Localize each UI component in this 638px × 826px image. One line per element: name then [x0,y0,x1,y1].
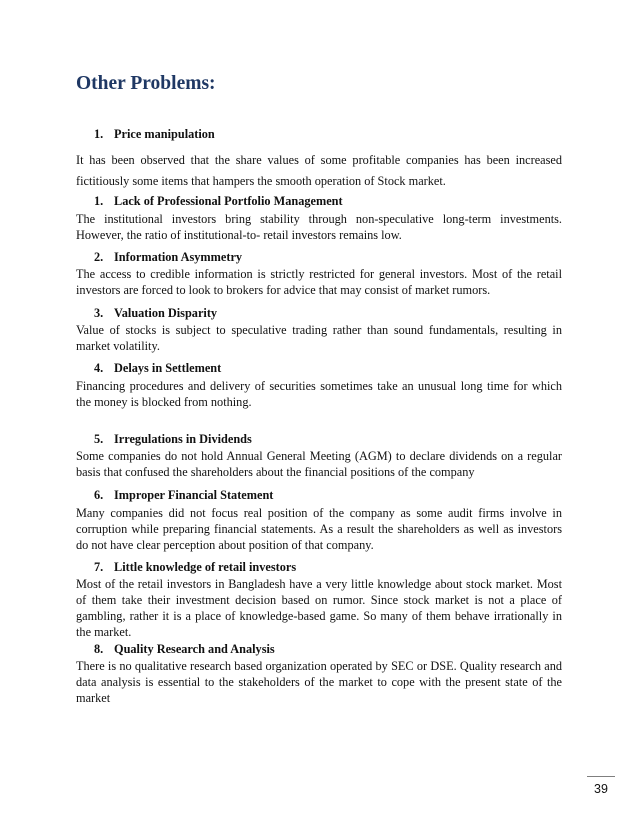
heading-text: Lack of Professional Portfolio Management [114,194,343,208]
problem-heading-irregulations-in-dividends [94,432,252,447]
page-number: 39 [594,782,608,796]
page-number-rule [587,776,615,777]
problem-heading-delays-in-settlement [94,361,221,376]
heading-text: Irregulations in Dividends [114,432,252,446]
heading-text: Little knowledge of retail investors [114,560,297,574]
item-number: 4. [94,361,104,375]
problem-text-irregulations-in-dividends: Some companies do not hold Annual General Meeting (AGM) to declare dividends on a regular basis that confused the shareholders about the financial positions of the company [76,449,562,479]
problem-text-improper-financial-statement: Many companies did not focus real position of the company as some audit firms involve in corruption while preparing financial statements. As a result the shareholders as well as investors do not have clear perception about position of that company. [76,506,562,552]
problem-text-valuation-disparity: Value of stocks is subject to speculative trading rather than sound fundamentals, resulting in market volatility. [76,323,562,353]
item-number: 3. [94,306,104,320]
problem-heading-price-manipulation [94,127,215,142]
heading-text: Delays in Settlement [114,361,222,375]
heading-text: Information Asymmetry [114,250,243,264]
problem-heading-portfolio-management [94,194,343,209]
problem-text-information-asymmetry: The access to credible information is strictly restricted for general investors. Most of the retail investors are forced to look to brokers for advice that may consist of market rumors. [76,267,562,297]
heading-text: Improper Financial Statement [114,488,274,502]
item-number: 1. [94,127,104,141]
item-number: 2. [94,250,104,264]
problem-text-little-knowledge: Most of the retail investors in Bangladesh have a very little knowledge about stock market. Most of them take their investment decision based on rumor. Since stock market is not a place of gambling, rather it is a place of knowledge-based game. So many of them behave irrationally in the market. [76,577,562,639]
problem-heading-quality-research [94,642,275,657]
item-number: 1. [94,194,104,208]
section-title: Other Problems: [76,73,216,94]
item-number: 7. [94,560,104,574]
problem-heading-little-knowledge [94,560,296,575]
problem-text-quality-research: There is no qualitative research based organization operated by SEC or DSE. Quality research and data analysis is essential to the stakeholders of the market to cope with the present state of the market [76,659,562,705]
heading-text: Price manipulation [114,127,215,141]
problem-text-price-manipulation: It has been observed that the share values of some profitable companies has been increased fictitiously some items that hampers the smooth operation of Stock market. [76,153,562,188]
problem-heading-information-asymmetry [94,250,242,265]
heading-text: Quality Research and Analysis [114,642,275,656]
problem-heading-valuation-disparity [94,306,217,321]
item-number: 6. [94,488,104,502]
problem-text-portfolio-management: The institutional investors bring stability through non-speculative long-term investments. However, the ratio of institutional-to- retail investors remains low. [76,212,562,242]
problem-heading-improper-financial-statement [94,488,273,503]
heading-text: Valuation Disparity [114,306,218,320]
item-number: 8. [94,642,104,656]
item-number: 5. [94,432,104,446]
problem-text-delays-in-settlement: Financing procedures and delivery of securities sometimes take an unusual long time for which the money is blocked from nothing. [76,379,562,409]
